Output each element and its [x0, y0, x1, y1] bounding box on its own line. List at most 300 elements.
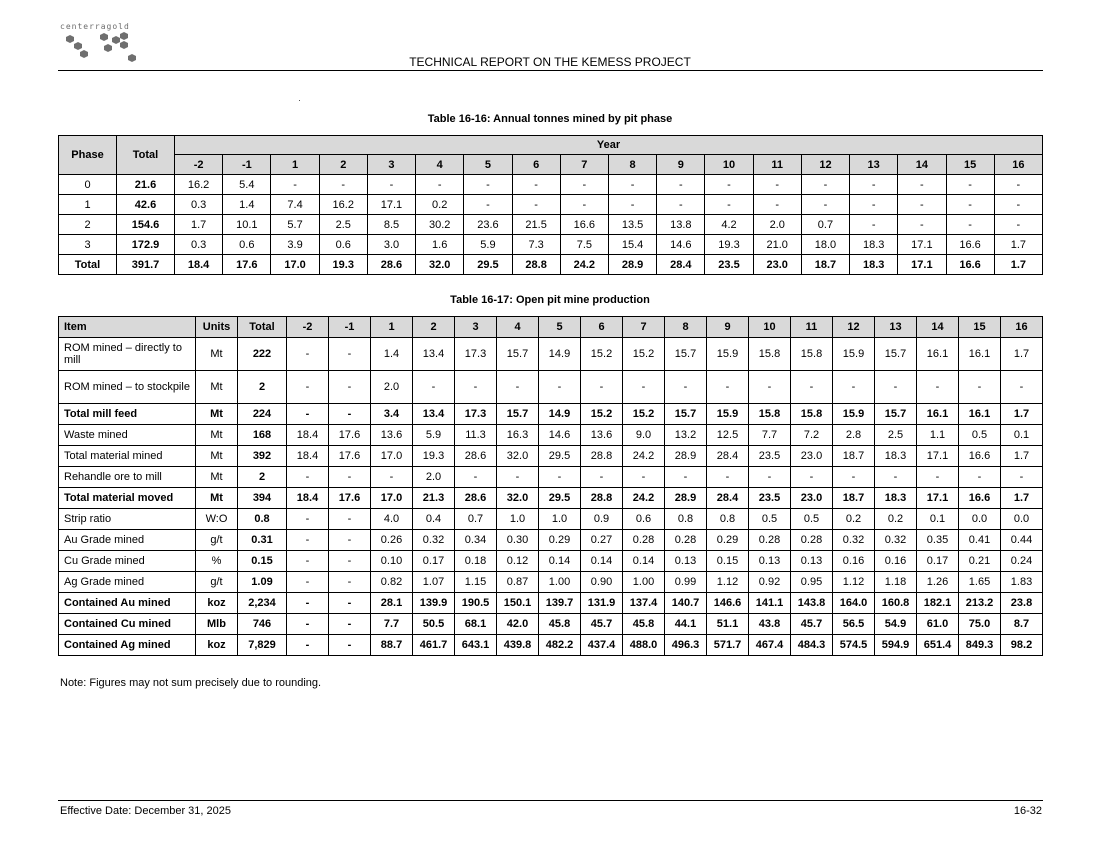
value-cell: -	[1001, 467, 1043, 488]
value-cell: 50.5	[413, 614, 455, 635]
value-cell: -	[1001, 371, 1043, 404]
value-cell: 28.6	[367, 255, 415, 275]
value-cell: -	[946, 215, 994, 235]
units-cell: g/t	[196, 530, 238, 551]
value-cell: 0.29	[539, 530, 581, 551]
value-cell: -	[946, 175, 994, 195]
value-cell: 182.1	[917, 593, 959, 614]
value-cell: 0.30	[497, 530, 539, 551]
value-cell: 190.5	[455, 593, 497, 614]
value-cell: 24.2	[623, 488, 665, 509]
value-cell: 0.7	[801, 215, 849, 235]
year-header: -2	[175, 155, 223, 175]
value-cell: 0.8	[707, 509, 749, 530]
value-cell: 437.4	[581, 635, 623, 656]
table-row	[59, 614, 1043, 635]
value-cell: 30.2	[416, 215, 464, 235]
value-cell: -	[539, 371, 581, 404]
value-cell: -	[287, 593, 329, 614]
value-cell: 61.0	[917, 614, 959, 635]
year-header: 16	[1001, 317, 1043, 338]
value-cell: 496.3	[665, 635, 707, 656]
value-cell: -	[994, 195, 1042, 215]
logo-text: centerragold	[60, 22, 130, 31]
value-cell: 0.28	[665, 530, 707, 551]
value-cell: 1.6	[416, 235, 464, 255]
value-cell: -	[329, 467, 371, 488]
value-cell: 2.5	[319, 215, 367, 235]
value-cell: 88.7	[371, 635, 413, 656]
total-cell: 0.8	[238, 509, 287, 530]
table-row	[59, 488, 1043, 509]
value-cell: 9.0	[623, 425, 665, 446]
value-cell: -	[875, 371, 917, 404]
value-cell: -	[287, 572, 329, 593]
units-cell: Mt	[196, 404, 238, 425]
year-header: -1	[329, 317, 371, 338]
value-cell: -	[512, 195, 560, 215]
year-header: -1	[223, 155, 271, 175]
value-cell: 1.07	[413, 572, 455, 593]
value-cell: 15.2	[581, 404, 623, 425]
year-header: 4	[497, 317, 539, 338]
value-cell: 0.28	[623, 530, 665, 551]
value-cell: -	[898, 175, 946, 195]
value-cell: 1.4	[223, 195, 271, 215]
value-cell: -	[464, 175, 512, 195]
value-cell: -	[946, 195, 994, 215]
total-cell: 21.6	[117, 175, 175, 195]
table-row	[59, 446, 1043, 467]
year-header: 11	[791, 317, 833, 338]
units-cell: g/t	[196, 572, 238, 593]
value-cell: 28.8	[581, 488, 623, 509]
value-cell: -	[707, 467, 749, 488]
value-cell: 18.4	[175, 255, 223, 275]
value-cell: 16.6	[560, 215, 608, 235]
value-cell: 651.4	[917, 635, 959, 656]
value-cell: -	[497, 467, 539, 488]
value-cell: 7.7	[749, 425, 791, 446]
value-cell: 849.3	[959, 635, 1001, 656]
total-cell: 2	[238, 467, 287, 488]
value-cell: 21.3	[413, 488, 455, 509]
value-cell: -	[657, 175, 705, 195]
value-cell: 28.1	[371, 593, 413, 614]
col-header-total: Total	[238, 317, 287, 338]
value-cell: -	[497, 371, 539, 404]
value-cell: 0.92	[749, 572, 791, 593]
value-cell: 1.83	[1001, 572, 1043, 593]
units-cell: Mt	[196, 338, 238, 371]
value-cell: 0.16	[833, 551, 875, 572]
value-cell: 1.7	[994, 255, 1042, 275]
value-cell: 17.6	[223, 255, 271, 275]
value-cell: 7.7	[371, 614, 413, 635]
total-cell: 42.6	[117, 195, 175, 215]
value-cell: 3.9	[271, 235, 319, 255]
value-cell: 23.0	[753, 255, 801, 275]
value-cell: 1.4	[371, 338, 413, 371]
year-header: 4	[416, 155, 464, 175]
value-cell: 19.3	[705, 235, 753, 255]
value-cell: 16.2	[175, 175, 223, 195]
table-row	[59, 572, 1043, 593]
value-cell: -	[367, 175, 415, 195]
value-cell: -	[801, 195, 849, 215]
year-header: 14	[917, 317, 959, 338]
value-cell: 17.0	[371, 446, 413, 467]
value-cell: -	[898, 195, 946, 215]
value-cell: 42.0	[497, 614, 539, 635]
year-header: 2	[413, 317, 455, 338]
value-cell: 54.9	[875, 614, 917, 635]
item-cell: ROM mined – to stockpile	[59, 371, 196, 404]
value-cell: 28.4	[657, 255, 705, 275]
year-header: 14	[898, 155, 946, 175]
col-header-item: Item	[59, 317, 196, 338]
col-header-units: Units	[196, 317, 238, 338]
mine-production-table	[58, 316, 1043, 656]
value-cell: 0.6	[223, 235, 271, 255]
year-header: 7	[623, 317, 665, 338]
value-cell: 0.21	[959, 551, 1001, 572]
item-cell: Total material mined	[59, 446, 196, 467]
value-cell: 4.0	[371, 509, 413, 530]
value-cell: 17.1	[898, 255, 946, 275]
value-cell: 0.24	[1001, 551, 1043, 572]
value-cell: 21.0	[753, 235, 801, 255]
value-cell: -	[791, 371, 833, 404]
value-cell: 0.8	[665, 509, 707, 530]
value-cell: 1.15	[455, 572, 497, 593]
value-cell: -	[329, 338, 371, 371]
year-header: 1	[271, 155, 319, 175]
value-cell: 17.6	[329, 488, 371, 509]
year-header: 13	[850, 155, 898, 175]
value-cell: 1.12	[833, 572, 875, 593]
phase-cell: Total	[59, 255, 117, 275]
value-cell: 1.1	[917, 425, 959, 446]
table-row	[59, 215, 1043, 235]
value-cell: 18.0	[801, 235, 849, 255]
value-cell: -	[560, 175, 608, 195]
value-cell: 15.7	[497, 338, 539, 371]
value-cell: 484.3	[791, 635, 833, 656]
value-cell: 13.6	[371, 425, 413, 446]
year-header: 8	[665, 317, 707, 338]
value-cell: 140.7	[665, 593, 707, 614]
value-cell: -	[959, 371, 1001, 404]
total-cell: 172.9	[117, 235, 175, 255]
value-cell: 18.7	[833, 488, 875, 509]
value-cell: 15.8	[791, 338, 833, 371]
value-cell: -	[287, 614, 329, 635]
value-cell: -	[898, 215, 946, 235]
year-header: 5	[539, 317, 581, 338]
value-cell: 3.4	[371, 404, 413, 425]
year-header: 15	[959, 317, 1001, 338]
table-row	[59, 235, 1043, 255]
value-cell: 16.1	[959, 338, 1001, 371]
table-row	[59, 551, 1043, 572]
value-cell: 14.9	[539, 338, 581, 371]
value-cell: 0.29	[707, 530, 749, 551]
year-header: 9	[707, 317, 749, 338]
value-cell: 0.13	[749, 551, 791, 572]
total-cell: 2	[238, 371, 287, 404]
value-cell: -	[581, 371, 623, 404]
value-cell: 0.0	[959, 509, 1001, 530]
year-header: 3	[455, 317, 497, 338]
phase-cell: 1	[59, 195, 117, 215]
value-cell: -	[705, 195, 753, 215]
value-cell: 139.9	[413, 593, 455, 614]
value-cell: 51.1	[707, 614, 749, 635]
value-cell: 0.41	[959, 530, 1001, 551]
phase-cell: 3	[59, 235, 117, 255]
total-cell: 391.7	[117, 255, 175, 275]
year-header: -2	[287, 317, 329, 338]
value-cell: 28.6	[455, 488, 497, 509]
value-cell: 15.2	[623, 338, 665, 371]
value-cell: 16.1	[917, 404, 959, 425]
value-cell: 0.2	[875, 509, 917, 530]
value-cell: 0.99	[665, 572, 707, 593]
value-cell: 0.2	[416, 195, 464, 215]
value-cell: 14.6	[539, 425, 581, 446]
total-cell: 2,234	[238, 593, 287, 614]
value-cell: 16.6	[959, 446, 1001, 467]
item-cell: Total material moved	[59, 488, 196, 509]
table-row	[59, 338, 1043, 371]
value-cell: 0.82	[371, 572, 413, 593]
value-cell: 4.2	[705, 215, 753, 235]
item-cell: Cu Grade mined	[59, 551, 196, 572]
units-cell: %	[196, 551, 238, 572]
value-cell: 2.0	[753, 215, 801, 235]
item-cell: Waste mined	[59, 425, 196, 446]
value-cell: 1.7	[1001, 404, 1043, 425]
value-cell: 15.2	[581, 338, 623, 371]
total-cell: 1.09	[238, 572, 287, 593]
value-cell: -	[581, 467, 623, 488]
units-cell: Mt	[196, 467, 238, 488]
value-cell: 15.9	[833, 338, 875, 371]
value-cell: -	[287, 635, 329, 656]
value-cell: -	[917, 371, 959, 404]
value-cell: 29.5	[539, 488, 581, 509]
item-cell: Total mill feed	[59, 404, 196, 425]
value-cell: -	[464, 195, 512, 215]
value-cell: 160.8	[875, 593, 917, 614]
value-cell: 17.6	[329, 425, 371, 446]
value-cell: 0.0	[1001, 509, 1043, 530]
value-cell: -	[416, 175, 464, 195]
value-cell: 18.4	[287, 425, 329, 446]
value-cell: -	[959, 467, 1001, 488]
value-cell: 0.13	[791, 551, 833, 572]
total-cell: 394	[238, 488, 287, 509]
value-cell: 7.4	[271, 195, 319, 215]
value-cell: 18.4	[287, 488, 329, 509]
item-cell: Au Grade mined	[59, 530, 196, 551]
value-cell: 1.18	[875, 572, 917, 593]
value-cell: 28.9	[665, 488, 707, 509]
value-cell: 0.5	[959, 425, 1001, 446]
value-cell: 24.2	[560, 255, 608, 275]
value-cell: -	[287, 338, 329, 371]
value-cell: -	[329, 371, 371, 404]
value-cell: 0.7	[455, 509, 497, 530]
value-cell: 44.1	[665, 614, 707, 635]
value-cell: 131.9	[581, 593, 623, 614]
units-cell: Mt	[196, 488, 238, 509]
value-cell: 13.2	[665, 425, 707, 446]
total-cell: 168	[238, 425, 287, 446]
value-cell: 16.6	[946, 255, 994, 275]
table-row	[59, 255, 1043, 275]
value-cell: 15.8	[749, 404, 791, 425]
value-cell: 32.0	[497, 488, 539, 509]
annual-tonnes-table	[58, 135, 1043, 275]
value-cell: 18.7	[833, 446, 875, 467]
value-cell: 0.6	[319, 235, 367, 255]
year-header: 3	[367, 155, 415, 175]
value-cell: 19.3	[413, 446, 455, 467]
value-cell: -	[329, 572, 371, 593]
value-cell: 17.0	[271, 255, 319, 275]
value-cell: -	[850, 195, 898, 215]
year-header: 8	[608, 155, 656, 175]
value-cell: 15.8	[791, 404, 833, 425]
total-cell: 222	[238, 338, 287, 371]
value-cell: 45.7	[791, 614, 833, 635]
effective-date: Effective Date: December 31, 2025	[60, 805, 232, 817]
value-cell: -	[371, 467, 413, 488]
table-note: Note: Figures may not sum precisely due to rounding.	[60, 677, 322, 689]
value-cell: -	[329, 509, 371, 530]
value-cell: -	[287, 467, 329, 488]
value-cell: -	[623, 371, 665, 404]
value-cell: 0.14	[581, 551, 623, 572]
value-cell: 0.9	[581, 509, 623, 530]
value-cell: -	[608, 195, 656, 215]
value-cell: 1.7	[1001, 446, 1043, 467]
value-cell: 467.4	[749, 635, 791, 656]
value-cell: 5.7	[271, 215, 319, 235]
units-cell: Mt	[196, 446, 238, 467]
value-cell: 15.7	[875, 404, 917, 425]
value-cell: 15.4	[608, 235, 656, 255]
value-cell: 0.17	[917, 551, 959, 572]
value-cell: 2.0	[371, 371, 413, 404]
value-cell: 0.3	[175, 195, 223, 215]
value-cell: 13.4	[413, 338, 455, 371]
total-cell: 154.6	[117, 215, 175, 235]
value-cell: 17.0	[371, 488, 413, 509]
value-cell: 150.1	[497, 593, 539, 614]
value-cell: 0.15	[707, 551, 749, 572]
item-cell: Contained Au mined	[59, 593, 196, 614]
value-cell: 16.3	[497, 425, 539, 446]
value-cell: 56.5	[833, 614, 875, 635]
value-cell: 0.44	[1001, 530, 1043, 551]
item-cell: Contained Ag mined	[59, 635, 196, 656]
units-cell: Mt	[196, 371, 238, 404]
value-cell: 28.6	[455, 446, 497, 467]
value-cell: -	[753, 195, 801, 215]
stray-mark	[299, 100, 300, 101]
value-cell: 0.3	[175, 235, 223, 255]
year-header: 15	[946, 155, 994, 175]
value-cell: 14.9	[539, 404, 581, 425]
value-cell: 0.10	[371, 551, 413, 572]
value-cell: -	[329, 404, 371, 425]
value-cell: -	[329, 593, 371, 614]
units-cell: Mlb	[196, 614, 238, 635]
value-cell: -	[329, 551, 371, 572]
value-cell: 16.6	[946, 235, 994, 255]
value-cell: 1.0	[497, 509, 539, 530]
value-cell: 594.9	[875, 635, 917, 656]
value-cell: 0.28	[791, 530, 833, 551]
value-cell: 0.16	[875, 551, 917, 572]
value-cell: 0.87	[497, 572, 539, 593]
value-cell: 0.14	[623, 551, 665, 572]
value-cell: 29.5	[539, 446, 581, 467]
value-cell: 45.8	[539, 614, 581, 635]
phase-cell: 2	[59, 215, 117, 235]
value-cell: 8.5	[367, 215, 415, 235]
value-cell: 10.1	[223, 215, 271, 235]
page-number: 16-32	[1013, 805, 1042, 817]
value-cell: 0.2	[833, 509, 875, 530]
value-cell: -	[833, 467, 875, 488]
value-cell: -	[665, 467, 707, 488]
table2-caption: Table 16-17: Open pit mine production	[450, 294, 650, 306]
total-cell: 0.31	[238, 530, 287, 551]
value-cell: 1.0	[539, 509, 581, 530]
units-cell: Mt	[196, 425, 238, 446]
value-cell: 0.95	[791, 572, 833, 593]
year-header: 12	[833, 317, 875, 338]
value-cell: 17.6	[329, 446, 371, 467]
value-cell: 0.32	[875, 530, 917, 551]
value-cell: 139.7	[539, 593, 581, 614]
value-cell: 0.6	[623, 509, 665, 530]
value-cell: -	[705, 175, 753, 195]
value-cell: 13.4	[413, 404, 455, 425]
value-cell: 16.2	[319, 195, 367, 215]
units-cell: koz	[196, 593, 238, 614]
value-cell: -	[665, 371, 707, 404]
value-cell: 45.8	[623, 614, 665, 635]
value-cell: 16.6	[959, 488, 1001, 509]
value-cell: 23.0	[791, 446, 833, 467]
value-cell: -	[707, 371, 749, 404]
value-cell: -	[287, 371, 329, 404]
value-cell: 17.1	[367, 195, 415, 215]
value-cell: 16.1	[917, 338, 959, 371]
value-cell: 43.8	[749, 614, 791, 635]
year-header: 6	[512, 155, 560, 175]
value-cell: 0.5	[749, 509, 791, 530]
value-cell: -	[749, 467, 791, 488]
value-cell: 18.3	[875, 488, 917, 509]
year-header: 10	[705, 155, 753, 175]
value-cell: 571.7	[707, 635, 749, 656]
